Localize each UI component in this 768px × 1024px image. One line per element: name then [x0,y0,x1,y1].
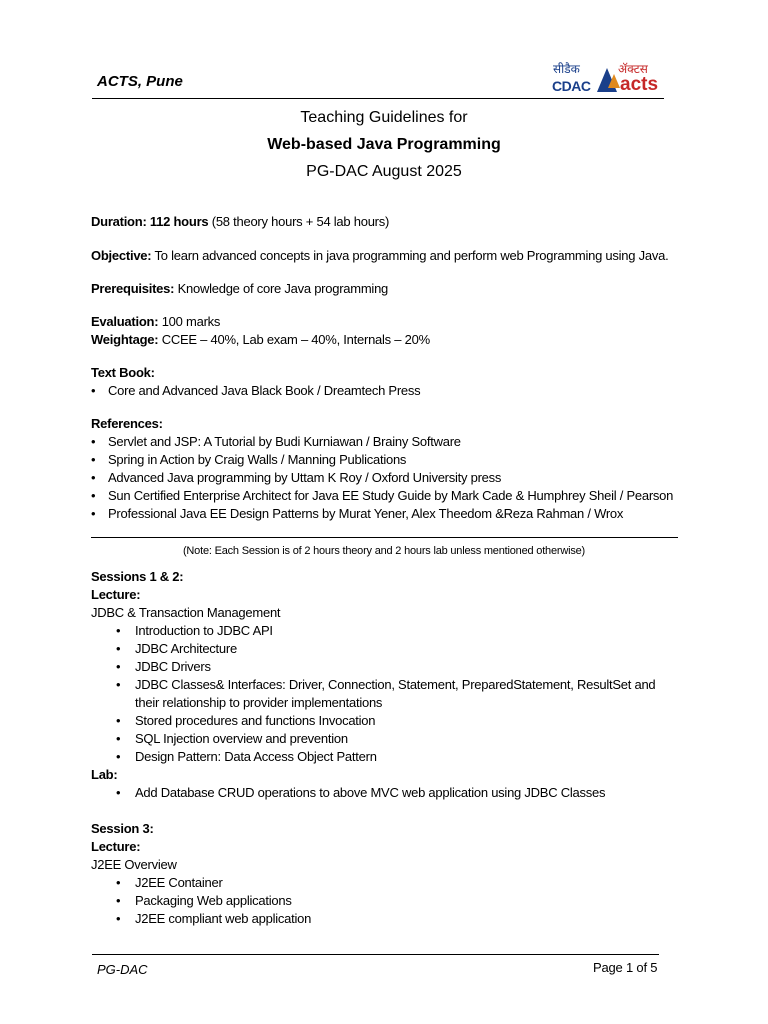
logo-acts-hindi: ॲक्टस [618,62,648,76]
prerequisites-value: Knowledge of core Java programming [177,281,389,296]
evaluation-label: Evaluation: [91,314,159,329]
session-3-heading: Session 3: [91,821,154,836]
header-org: ACTS, Pune [97,73,183,90]
weightage-value: CCEE – 40%, Lab exam – 40%, Internals – 20% [161,332,430,347]
objective-line [91,248,668,263]
textbook-heading: Text Book: [91,365,155,380]
footer-divider [92,954,659,955]
lab-label: Lab: [91,767,118,782]
logo-cdac-text: CDAC [552,78,591,94]
logo-cdac-hindi: सीडैक [553,62,580,76]
logo-flame-icon [608,74,620,88]
course-batch: PG-DAC August 2025 [306,163,462,180]
evaluation-value: 100 marks [161,314,221,329]
lecture-label: Lecture: [91,839,141,854]
lecture-label: Lecture: [91,587,141,602]
course-title: Web-based Java Programming [267,136,501,153]
objective-value: To learn advanced concepts in java programming and perform web Programming using Java. [154,248,669,263]
title-line-1: Teaching Guidelines for [300,109,468,126]
duration-value: 112 hours [149,214,209,229]
section-divider [91,537,678,538]
objective-label: Objective: [91,248,152,263]
evaluation-line [91,314,220,329]
header-divider [92,98,664,99]
duration-label: Duration: [91,214,147,229]
references-heading: References: [91,416,163,431]
cdac-acts-logo [550,60,670,96]
duration-line [91,214,389,229]
duration-detail: (58 theory hours + 54 lab hours) [211,214,390,229]
prerequisites-line [91,281,388,296]
weightage-label: Weightage: [91,332,159,347]
page-number: Page 1 of 5 [593,960,658,975]
session-topic: JDBC & Transaction Management [91,605,281,620]
session-1-2-heading: Sessions 1 & 2: [91,569,184,584]
document-page: ACTS, Pune सीडैक ॲक्टस CDAC acts Teaching Guidelines for Web-based Java Programming PG-DAC August 2025 Duration: 112 hours (58 theory hours + 54 lab hours) Objective: To learn advanced concepts in java programming and perform web Programming using Java. Prerequisites: Knowledge of core Java programming Evaluation: 100 marks Weightage: CCEE – 40%, Lab exam – 40%, Internals – 20% Text Book: • Core and Advanced Java Black Book / Dreamtech Press References: • Servlet and JSP: A Tutorial by Budi Kurniawan / Brainy Software • Spring in Action by Craig Walls / Manning Publications • Advanced Java programming by Uttam K Roy / Oxford University press • Sun Certified Enterprise Architect for Java EE Study Guide by Mark Cade & Humphrey Sheil / Pearson • Professional Java EE Design Patterns by Murat Yener, Alex Theedom &Reza Rahman / Wrox (Note: Each Session is of 2 hours theory and 2 hours lab unless mentioned otherwise) Sessions 1 & 2: Lecture: JDBC & Transaction Management • Introduction to JDBC API • JDBC Architecture • JDBC Drivers • JDBC Classes& Interfaces: Driver, Connection, Statement, PreparedStatement, ResultSet and their relationship to provider implementations • Stored procedures and functions Invocation • SQL Injection overview and prevention • Design Pattern: Data Access Object Pattern Lab: • Add Database CRUD operations to above MVC web application using JDBC Classes Session 3: Lecture: J2EE Overview • J2EE Container • Packaging Web applications • J2EE compliant web application PG-DAC Page 1 of 5 [0,0,768,1024]
footer-course: PG-DAC [97,962,148,977]
logo-acts-text: acts [620,74,659,95]
prerequisites-label: Prerequisites: [91,281,175,296]
session-note: (Note: Each Session is of 2 hours theory and 2 hours lab unless mentioned otherwise) [182,545,586,557]
weightage-line [91,332,430,347]
session-topic: J2EE Overview [91,857,177,872]
